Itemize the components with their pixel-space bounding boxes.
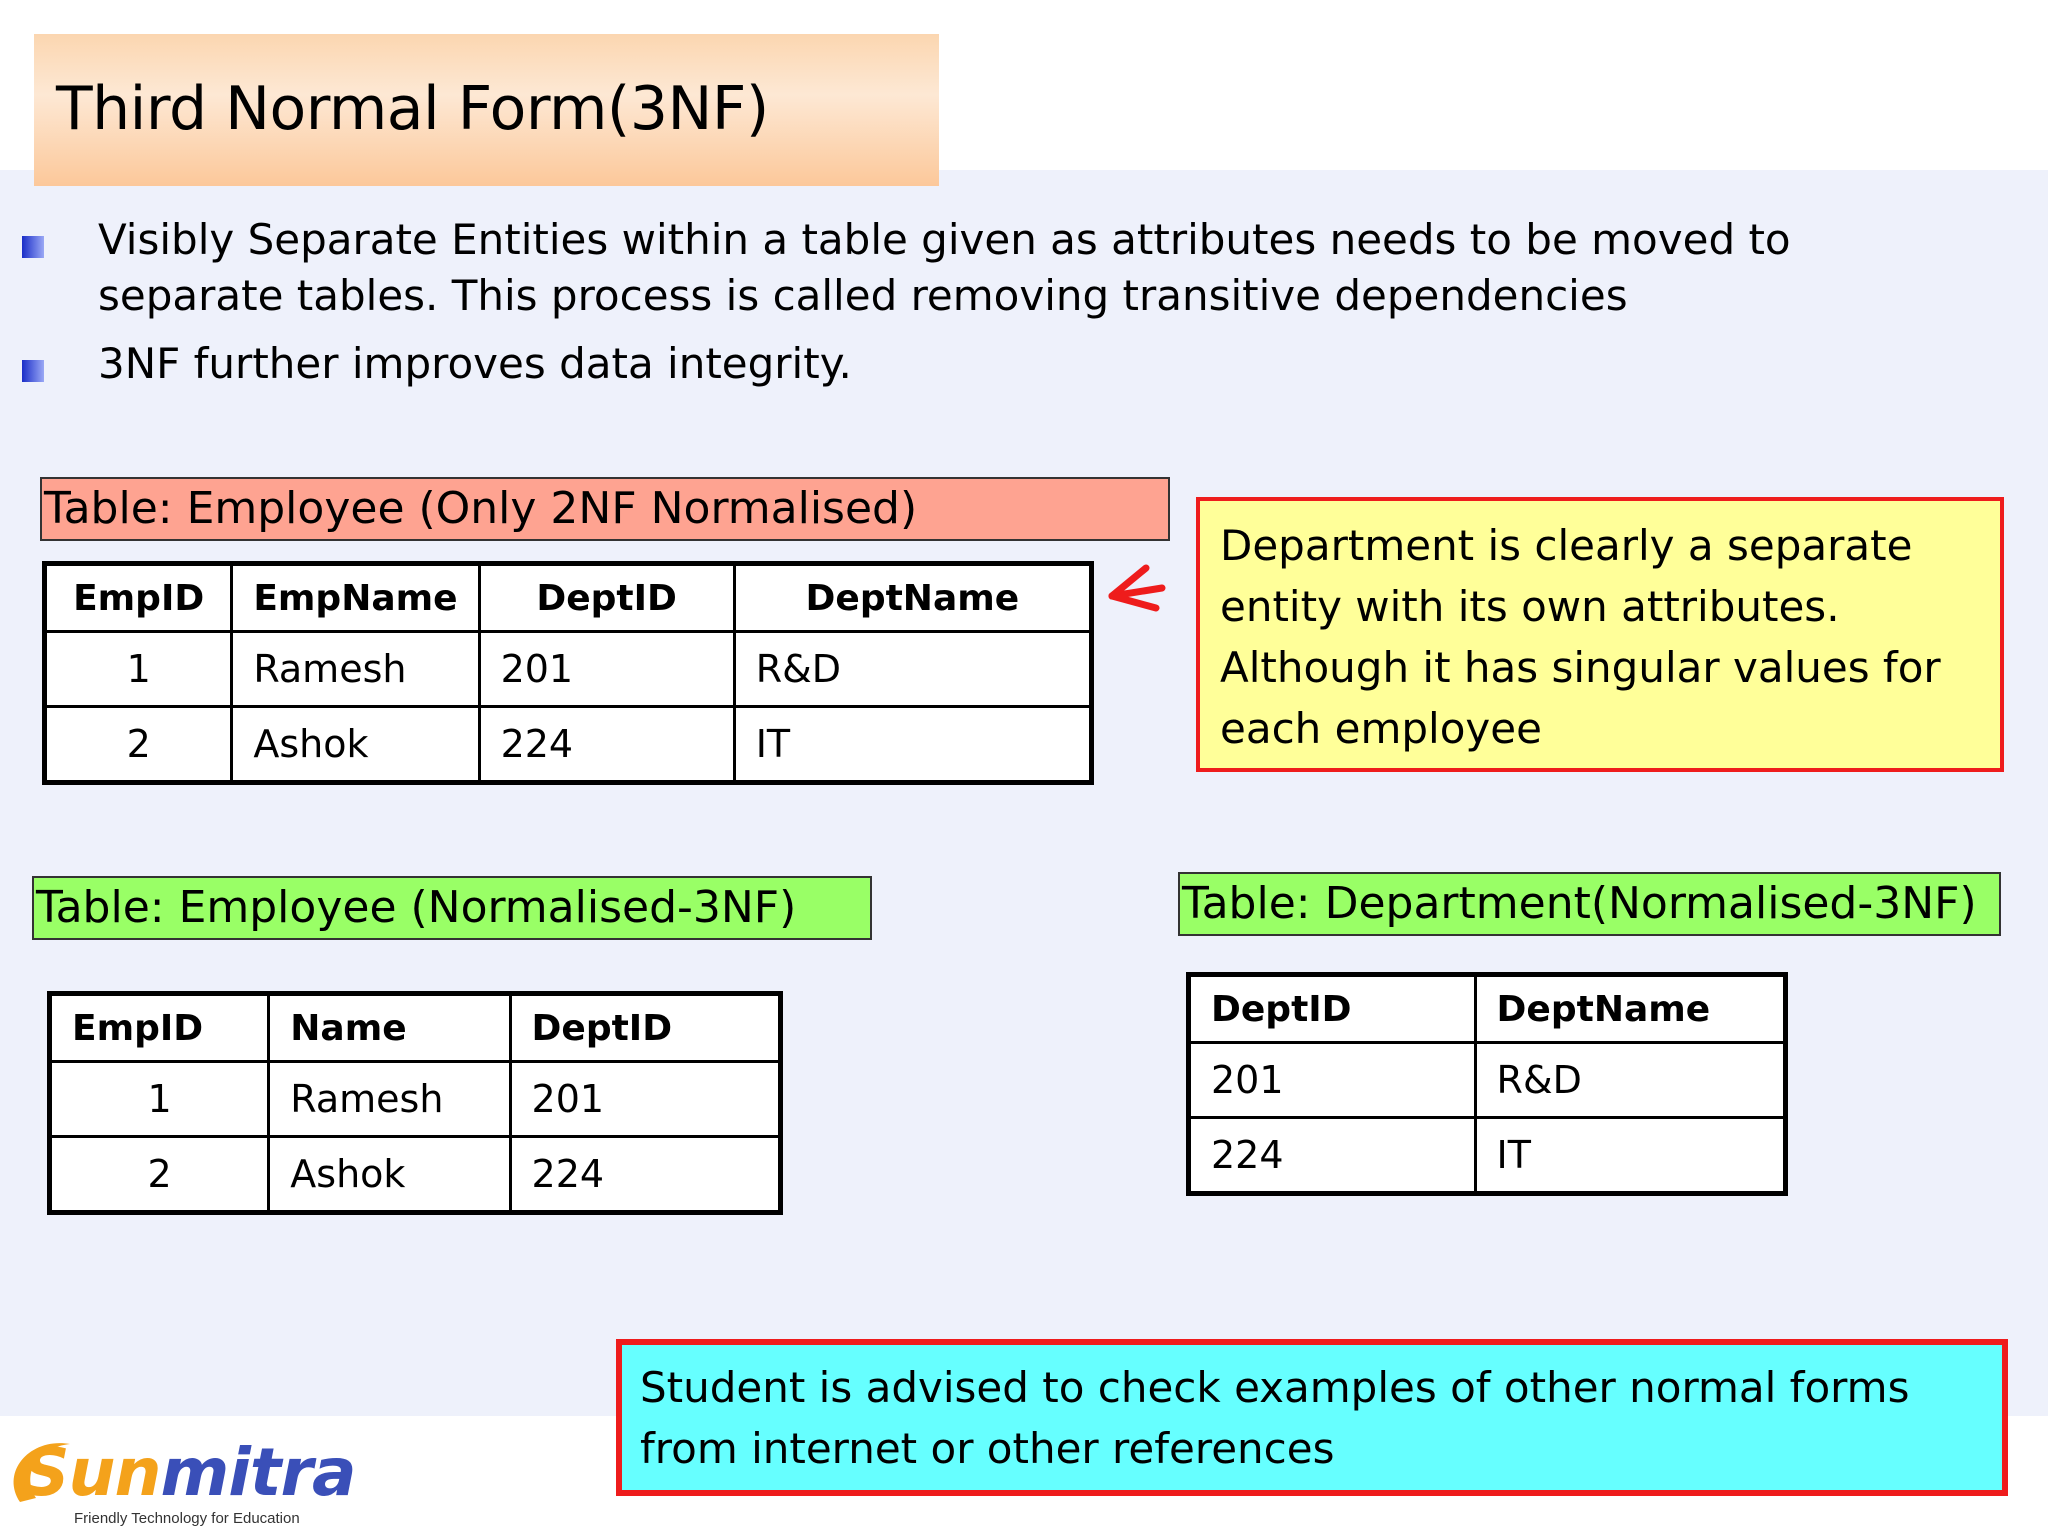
table-cell: 224 (510, 1137, 780, 1213)
table-cell: Ashok (269, 1137, 510, 1213)
slide-title: Third Normal Form(3NF) (56, 74, 769, 144)
table-employee-2nf (42, 561, 1094, 785)
table-cell: Ashok (232, 707, 479, 783)
table-cell: R&D (1475, 1043, 1785, 1118)
logo-wordmark: Sunmitra (22, 1434, 356, 1511)
sunmitra-logo (0, 1432, 356, 1536)
table-cell: 1 (50, 1062, 269, 1137)
department-note: Department is clearly a separate entity with its own attributes. Although it has singular values for each employee (1196, 497, 2004, 772)
table-header-row (1189, 975, 1786, 1043)
square-bullet-icon (22, 236, 44, 258)
table-cell: 201 (510, 1062, 780, 1137)
table-cell: 2 (45, 707, 232, 783)
column-header: EmpID (45, 564, 232, 632)
red-arrow-icon (1100, 560, 1170, 620)
table-row (1189, 1043, 1786, 1118)
table-department-3nf (1186, 972, 1788, 1196)
bullet-item (20, 212, 1920, 324)
bullet-text: Visibly Separate Entities within a table given as attributes needs to be moved to separate tables. This process is called removing transitive dependencies (98, 215, 1791, 320)
table-row (45, 707, 1092, 783)
column-header: DeptID (510, 994, 780, 1062)
column-header: Name (269, 994, 510, 1062)
table-cell: 1 (45, 632, 232, 707)
table-employee-3nf-label: Table: Employee (Normalised-3NF) (32, 876, 872, 940)
table-cell: 224 (479, 707, 734, 783)
table-cell: 2 (50, 1137, 269, 1213)
title-banner (34, 34, 939, 186)
table-cell: IT (1475, 1118, 1785, 1194)
logo-tagline: Friendly Technology for Education (74, 1510, 300, 1527)
table-cell: 201 (479, 632, 734, 707)
table-row (1189, 1118, 1786, 1194)
table-cell: Ramesh (232, 632, 479, 707)
column-header: EmpName (232, 564, 479, 632)
table-cell: IT (734, 707, 1091, 783)
bullet-item (20, 336, 1920, 392)
table-header-row (45, 564, 1092, 632)
student-advice-note: Student is advised to check examples of other normal forms from internet or other references (616, 1339, 2008, 1496)
table-row (50, 1137, 781, 1213)
column-header: DeptName (1475, 975, 1785, 1043)
table-row (50, 1062, 781, 1137)
table-header-row (50, 994, 781, 1062)
table-cell: 224 (1189, 1118, 1476, 1194)
bullet-list (20, 212, 1920, 404)
column-header: DeptID (1189, 975, 1476, 1043)
table-employee-2nf-label: Table: Employee (Only 2NF Normalised) (40, 477, 1170, 541)
column-header: DeptID (479, 564, 734, 632)
table-cell: Ramesh (269, 1062, 510, 1137)
table-row (45, 632, 1092, 707)
square-bullet-icon (22, 360, 44, 382)
column-header: EmpID (50, 994, 269, 1062)
table-employee-3nf (47, 991, 783, 1215)
column-header: DeptName (734, 564, 1091, 632)
bullet-text: 3NF further improves data integrity. (98, 339, 852, 388)
table-cell: 201 (1189, 1043, 1476, 1118)
table-cell: R&D (734, 632, 1091, 707)
table-department-3nf-label: Table: Department(Normalised-3NF) (1178, 872, 2001, 936)
